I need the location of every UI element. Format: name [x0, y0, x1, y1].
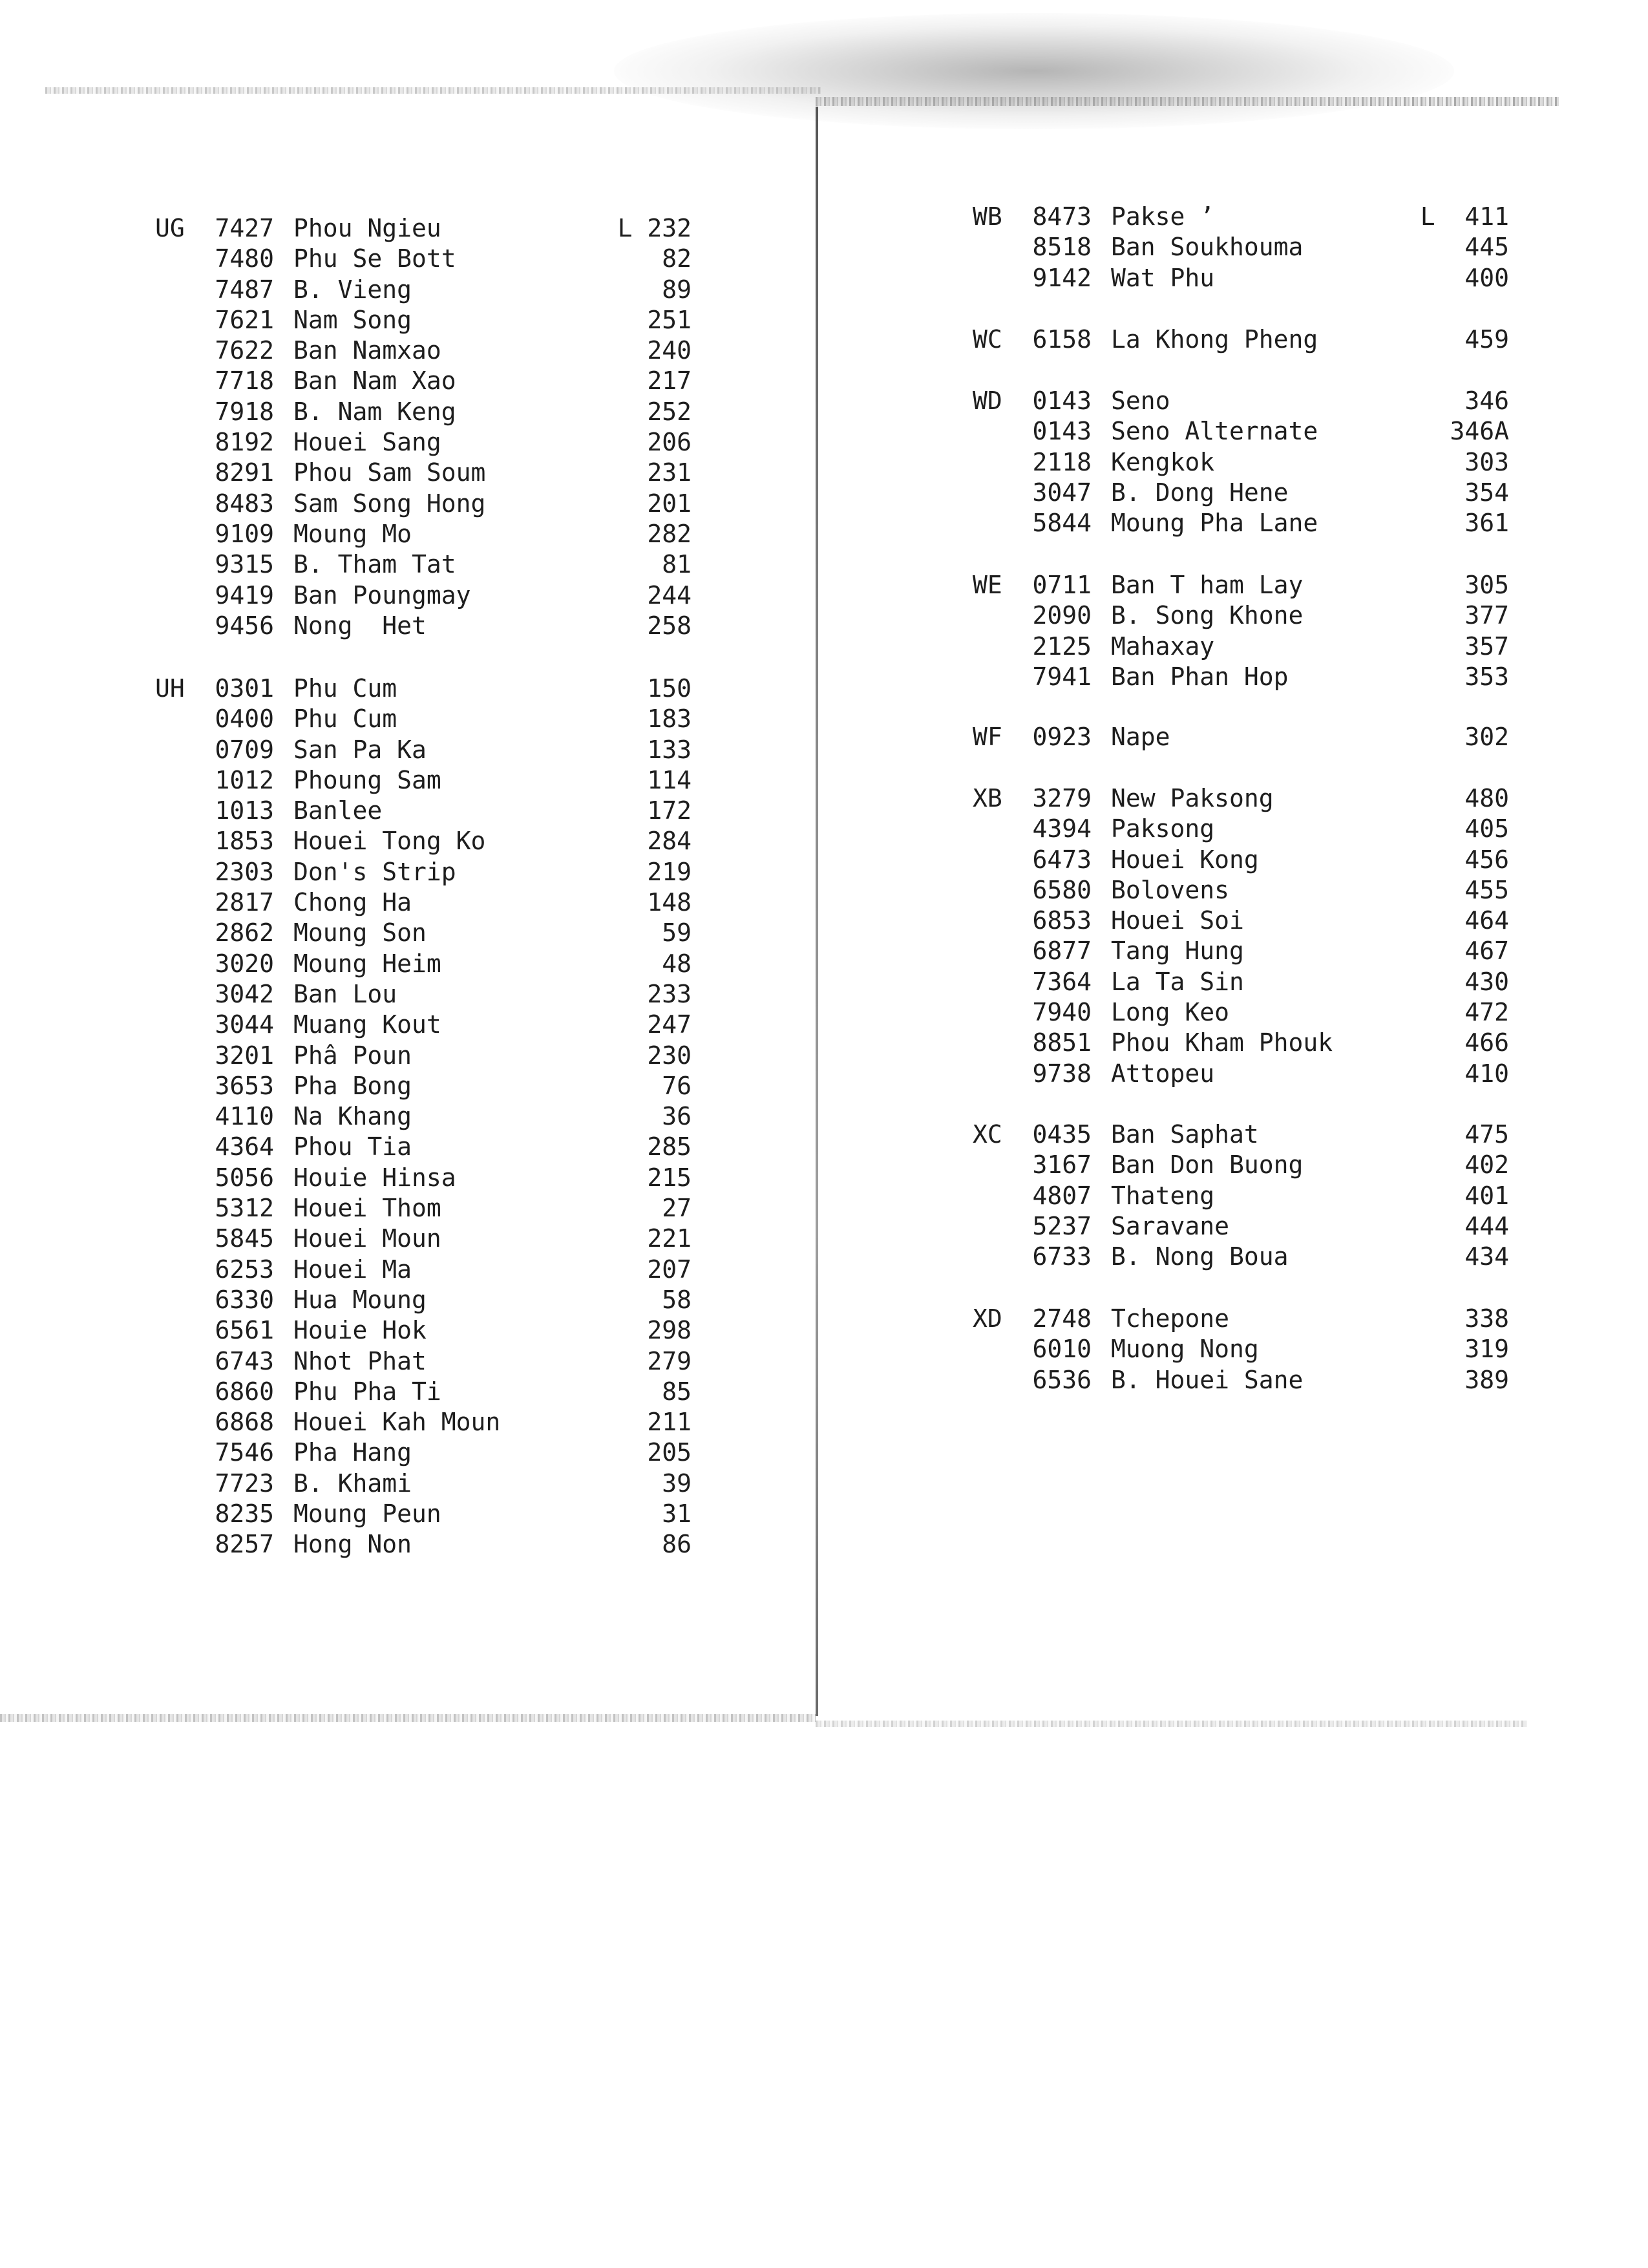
map-number: 357 [1464, 631, 1509, 661]
grid-zone-code: UG [155, 214, 185, 242]
site-name: Tang Hung [1111, 937, 1244, 966]
map-number: 244 [647, 580, 692, 609]
grid-zone-code: WE [973, 571, 1002, 599]
grid-number: 6253 [215, 1255, 274, 1284]
site-name: Phu Se Bott [293, 244, 456, 273]
grid-number: 5844 [1032, 509, 1092, 538]
grid-number: 0435 [1032, 1120, 1092, 1149]
grid-zone-code: WF [973, 723, 1002, 751]
map-number: 150 [647, 674, 692, 703]
scan-bottom-edge-left [0, 1714, 816, 1722]
grid-zone-code: WC [973, 325, 1002, 354]
site-name: Paksong [1111, 814, 1215, 843]
map-number: 183 [647, 705, 692, 734]
grid-number: 9419 [215, 580, 274, 609]
site-name: Ban T ham Lay [1111, 571, 1304, 599]
site-name: Nam Song [293, 305, 412, 334]
grid-number: 8235 [215, 1500, 274, 1529]
grid-zone-code: WB [973, 202, 1002, 231]
site-name: Phâ Poun [293, 1041, 412, 1070]
grid-number: 6536 [1032, 1365, 1092, 1394]
site-name: Houei Tong Ko [293, 827, 486, 856]
site-name: Attopeu [1111, 1059, 1215, 1088]
grid-number: 2748 [1032, 1304, 1092, 1333]
map-number: 27 [662, 1194, 692, 1223]
grid-number: 2862 [215, 918, 274, 948]
grid-number: 3201 [215, 1041, 274, 1070]
grid-number: 8291 [215, 458, 274, 487]
site-name: Pakse ’ [1111, 202, 1215, 231]
grid-number: 0301 [215, 674, 274, 703]
grid-number: 6561 [215, 1316, 274, 1345]
map-number: 279 [647, 1346, 692, 1375]
grid-number: 4807 [1032, 1181, 1092, 1210]
map-number: 39 [662, 1468, 692, 1498]
site-name: B. Nong Boua [1111, 1242, 1289, 1271]
grid-number: 1012 [215, 765, 274, 794]
map-number: 400 [1464, 263, 1509, 292]
site-name: Houei Thom [293, 1194, 441, 1223]
map-number: 114 [647, 765, 692, 794]
grid-number: 0400 [215, 705, 274, 734]
map-number: 377 [1464, 601, 1509, 630]
map-number: 206 [647, 428, 692, 457]
site-name: Moung Heim [293, 949, 441, 978]
map-number: L 232 [617, 214, 692, 242]
map-number: 389 [1464, 1365, 1509, 1394]
map-number: 207 [647, 1255, 692, 1284]
map-number: 456 [1464, 845, 1509, 874]
grid-number: 0143 [1032, 417, 1092, 446]
grid-number: 9315 [215, 550, 274, 579]
map-number: 410 [1464, 1059, 1509, 1088]
site-name: Phou Ngieu [293, 214, 441, 242]
site-name: Chong Ha [293, 888, 412, 917]
grid-number: 1853 [215, 827, 274, 856]
grid-number: 7364 [1032, 967, 1092, 996]
map-number: 58 [662, 1285, 692, 1314]
grid-number: 6877 [1032, 937, 1092, 966]
site-name: Wat Phu [1111, 263, 1215, 292]
grid-number: 5237 [1032, 1211, 1092, 1240]
site-name: Muong Nong [1111, 1335, 1259, 1364]
map-number: 252 [647, 397, 692, 426]
grid-number: 6868 [215, 1408, 274, 1437]
site-name: Nhot Phat [293, 1346, 427, 1375]
site-name: Ban Phan Hop [1111, 662, 1289, 691]
grid-number: 3279 [1032, 784, 1092, 812]
grid-number: 2817 [215, 888, 274, 917]
site-name: Mahaxay [1111, 631, 1215, 661]
site-name: Moung Peun [293, 1500, 441, 1529]
grid-number: 6733 [1032, 1242, 1092, 1271]
map-number: 251 [647, 305, 692, 334]
grid-number: 3653 [215, 1071, 274, 1100]
grid-number: 2090 [1032, 601, 1092, 630]
grid-number: 6473 [1032, 845, 1092, 874]
site-name: Ban Lou [293, 979, 397, 1008]
grid-number: 8851 [1032, 1028, 1092, 1057]
map-number: 133 [647, 735, 692, 764]
grid-number: 0711 [1032, 571, 1092, 599]
map-number: 303 [1464, 447, 1509, 476]
site-name: Long Keo [1111, 998, 1230, 1027]
grid-number: 2303 [215, 857, 274, 886]
site-name: Nape [1111, 723, 1170, 751]
grid-number: 8483 [215, 489, 274, 518]
grid-number: 3042 [215, 979, 274, 1008]
site-name: Ban Poungmay [293, 580, 471, 609]
map-number: 247 [647, 1010, 692, 1039]
grid-number: 5056 [215, 1163, 274, 1192]
site-name: Phu Cum [293, 674, 397, 703]
grid-number: 9456 [215, 611, 274, 640]
site-name: Seno Alternate [1111, 417, 1318, 446]
map-number: 82 [662, 244, 692, 273]
site-name: La Ta Sin [1111, 967, 1244, 996]
page-gutter [816, 107, 818, 1716]
map-number: 430 [1464, 967, 1509, 996]
site-name: Don's Strip [293, 857, 456, 886]
site-name: Pha Hang [293, 1438, 412, 1467]
map-number: 445 [1464, 233, 1509, 262]
map-number: 85 [662, 1377, 692, 1406]
grid-number: 2118 [1032, 447, 1092, 476]
grid-number: 0923 [1032, 723, 1092, 751]
map-number: 230 [647, 1041, 692, 1070]
site-name: Ban Don Buong [1111, 1150, 1304, 1180]
site-name: Kengkok [1111, 447, 1215, 476]
site-name: B. Tham Tat [293, 550, 456, 579]
site-name: Saravane [1111, 1211, 1230, 1240]
map-number: 215 [647, 1163, 692, 1192]
grid-number: 1013 [215, 796, 274, 825]
grid-number: 3044 [215, 1010, 274, 1039]
map-number: L 411 [1420, 202, 1509, 231]
site-name: Ban Soukhouma [1111, 233, 1304, 262]
site-name: Moung Son [293, 918, 427, 948]
map-number: 284 [647, 827, 692, 856]
map-number: 59 [662, 918, 692, 948]
site-name: San Pa Ka [293, 735, 427, 764]
site-name: Muang Kout [293, 1010, 441, 1039]
map-number: 353 [1464, 662, 1509, 691]
grid-number: 7427 [215, 214, 274, 242]
site-name: Houei Moun [293, 1224, 441, 1253]
grid-number: 3020 [215, 949, 274, 978]
grid-number: 3047 [1032, 478, 1092, 507]
site-name: Thateng [1111, 1181, 1215, 1210]
grid-number: 7622 [215, 336, 274, 365]
map-number: 319 [1464, 1335, 1509, 1364]
site-name: Ban Namxao [293, 336, 441, 365]
grid-number: 4110 [215, 1102, 274, 1131]
map-number: 472 [1464, 998, 1509, 1027]
site-name: Phou Kham Phouk [1111, 1028, 1333, 1057]
site-name: Ban Nam Xao [293, 366, 456, 396]
grid-number: 7918 [215, 397, 274, 426]
map-number: 402 [1464, 1150, 1509, 1180]
map-number: 172 [647, 796, 692, 825]
grid-number: 6743 [215, 1346, 274, 1375]
site-name: Houei Kah Moun [293, 1408, 501, 1437]
map-number: 298 [647, 1316, 692, 1345]
site-name: Phu Pha Ti [293, 1377, 441, 1406]
map-number: 455 [1464, 875, 1509, 904]
grid-number: 8518 [1032, 233, 1092, 262]
map-number: 201 [647, 489, 692, 518]
site-name: Houei Ma [293, 1255, 412, 1284]
grid-number: 7723 [215, 1468, 274, 1498]
map-number: 305 [1464, 571, 1509, 599]
grid-number: 5312 [215, 1194, 274, 1223]
site-name: B. Dong Hene [1111, 478, 1289, 507]
site-name: Seno [1111, 387, 1170, 415]
grid-number: 8192 [215, 428, 274, 457]
map-number: 434 [1464, 1242, 1509, 1271]
map-number: 89 [662, 275, 692, 304]
site-name: Phou Tia [293, 1132, 412, 1161]
site-name: Phu Cum [293, 705, 397, 734]
site-name: Bolovens [1111, 875, 1230, 904]
site-name: Ban Saphat [1111, 1120, 1259, 1149]
map-number: 466 [1464, 1028, 1509, 1057]
map-number: 86 [662, 1530, 692, 1559]
site-name: Houei Soi [1111, 906, 1244, 935]
grid-zone-code: XD [973, 1304, 1002, 1333]
grid-number: 6860 [215, 1377, 274, 1406]
site-name: Moung Pha Lane [1111, 509, 1318, 538]
site-name: B. Nam Keng [293, 397, 456, 426]
map-number: 361 [1464, 509, 1509, 538]
grid-number: 7940 [1032, 998, 1092, 1027]
map-number: 302 [1464, 723, 1509, 751]
map-number: 81 [662, 550, 692, 579]
grid-number: 5845 [215, 1224, 274, 1253]
grid-number: 8473 [1032, 202, 1092, 231]
map-number: 401 [1464, 1181, 1509, 1210]
site-name: Hong Non [293, 1530, 412, 1559]
grid-number: 9738 [1032, 1059, 1092, 1088]
site-name: La Khong Pheng [1111, 325, 1318, 354]
map-number: 233 [647, 979, 692, 1008]
map-number: 475 [1464, 1120, 1509, 1149]
scan-top-shadow [614, 13, 1454, 129]
map-number: 148 [647, 888, 692, 917]
map-number: 240 [647, 336, 692, 365]
grid-number: 6853 [1032, 906, 1092, 935]
grid-number: 6580 [1032, 875, 1092, 904]
grid-number: 7487 [215, 275, 274, 304]
grid-zone-code: XC [973, 1120, 1002, 1149]
grid-number: 7480 [215, 244, 274, 273]
grid-number: 9109 [215, 519, 274, 548]
map-number: 217 [647, 366, 692, 396]
site-name: Houei Sang [293, 428, 441, 457]
map-number: 459 [1464, 325, 1509, 354]
grid-number: 8257 [215, 1530, 274, 1559]
map-number: 464 [1464, 906, 1509, 935]
map-number: 36 [662, 1102, 692, 1131]
site-name: Phoung Sam [293, 765, 441, 794]
site-name: B. Song Khone [1111, 601, 1304, 630]
map-number: 282 [647, 519, 692, 548]
site-name: Phou Sam Soum [293, 458, 486, 487]
site-name: New Paksong [1111, 784, 1274, 812]
grid-number: 4364 [215, 1132, 274, 1161]
grid-number: 6010 [1032, 1335, 1092, 1364]
site-name: Nong Het [293, 611, 427, 640]
site-name: Houei Kong [1111, 845, 1259, 874]
grid-zone-code: WD [973, 387, 1002, 415]
grid-number: 4394 [1032, 814, 1092, 843]
grid-number: 7621 [215, 305, 274, 334]
site-name: Moung Mo [293, 519, 412, 548]
site-name: Houie Hok [293, 1316, 427, 1345]
grid-zone-code: XB [973, 784, 1002, 812]
site-name: B. Houei Sane [1111, 1365, 1304, 1394]
map-number: 346A [1450, 417, 1509, 446]
grid-number: 3167 [1032, 1150, 1092, 1180]
map-number: 480 [1464, 784, 1509, 812]
grid-number: 0143 [1032, 387, 1092, 415]
site-name: B. Khami [293, 1468, 412, 1498]
grid-number: 7941 [1032, 662, 1092, 691]
map-number: 467 [1464, 937, 1509, 966]
grid-number: 6330 [215, 1285, 274, 1314]
map-number: 211 [647, 1408, 692, 1437]
grid-number: 6158 [1032, 325, 1092, 354]
site-name: Tchepone [1111, 1304, 1230, 1333]
grid-number: 2125 [1032, 631, 1092, 661]
map-number: 258 [647, 611, 692, 640]
map-number: 219 [647, 857, 692, 886]
grid-number: 9142 [1032, 263, 1092, 292]
map-number: 338 [1464, 1304, 1509, 1333]
map-number: 231 [647, 458, 692, 487]
grid-number: 7546 [215, 1438, 274, 1467]
site-name: Na Khang [293, 1102, 412, 1131]
map-number: 48 [662, 949, 692, 978]
map-number: 205 [647, 1438, 692, 1467]
grid-zone-code: UH [155, 674, 185, 703]
scan-bottom-edge-right [816, 1721, 1527, 1727]
site-name: Pha Bong [293, 1071, 412, 1100]
site-name: Hua Moung [293, 1285, 427, 1314]
map-number: 444 [1464, 1211, 1509, 1240]
grid-number: 0709 [215, 735, 274, 764]
site-name: Sam Song Hong [293, 489, 486, 518]
site-name: B. Vieng [293, 275, 412, 304]
grid-number: 7718 [215, 366, 274, 396]
site-name: Banlee [293, 796, 383, 825]
map-number: 346 [1464, 387, 1509, 415]
map-number: 76 [662, 1071, 692, 1100]
map-number: 354 [1464, 478, 1509, 507]
site-name: Houie Hinsa [293, 1163, 456, 1192]
map-number: 405 [1464, 814, 1509, 843]
map-number: 221 [647, 1224, 692, 1253]
map-number: 31 [662, 1500, 692, 1529]
map-number: 285 [647, 1132, 692, 1161]
